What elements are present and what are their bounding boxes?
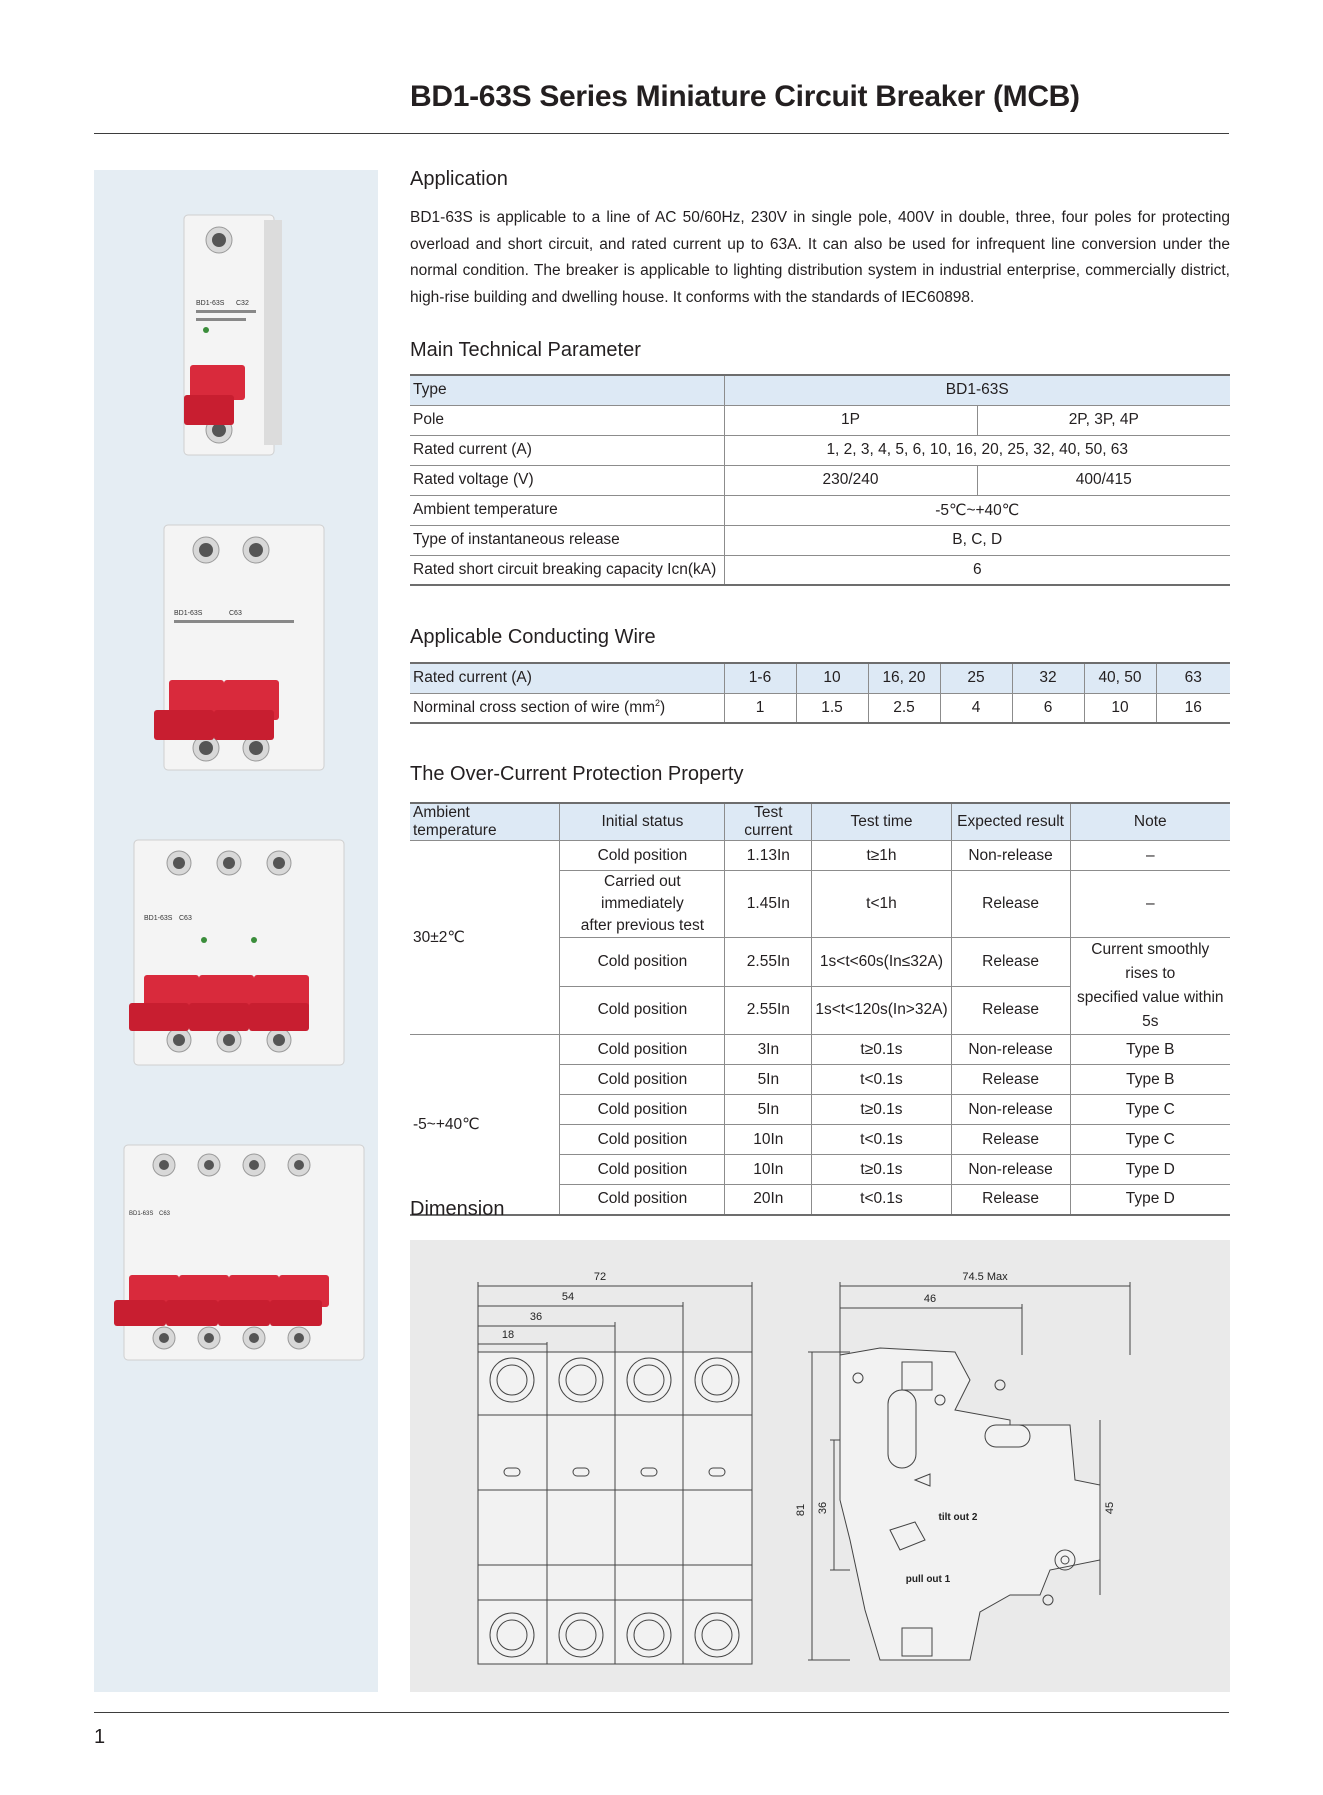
status-line-1: Carried out immediately xyxy=(601,873,684,912)
mcb-3p-image xyxy=(104,835,364,1075)
merged-note-line-1: Current smoothly rises to xyxy=(1091,941,1210,982)
status-cell xyxy=(560,871,725,938)
breaking-label: Rated short circuit breaking capacity Icn(kA) xyxy=(410,555,724,585)
result-cell: Non-release xyxy=(951,1155,1070,1185)
page-title: BD1-63S Series Miniature Circuit Breaker (MCB) xyxy=(410,80,1080,113)
table-row xyxy=(410,525,1230,555)
pole-multi: 2P, 3P, 4P xyxy=(977,405,1230,435)
table-row xyxy=(410,663,1230,693)
wire-current-cell: 25 xyxy=(940,663,1012,693)
temp-group-2: -5~+40℃ xyxy=(410,1035,560,1215)
note-cell: – xyxy=(1070,871,1230,938)
current-cell: 2.55In xyxy=(725,938,812,987)
time-cell: t<0.1s xyxy=(812,1185,951,1215)
current-cell: 3In xyxy=(725,1035,812,1065)
current-value: 1, 2, 3, 4, 5, 6, 10, 16, 20, 25, 32, 40, 50, 63 xyxy=(724,435,1230,465)
merged-note-cell xyxy=(1070,938,1230,1035)
current-cell: 5In xyxy=(725,1095,812,1125)
merged-note-line-2: specified value within 5s xyxy=(1077,989,1224,1030)
technical-title: Main Technical Parameter xyxy=(410,339,641,361)
wire-section-sup: 2 xyxy=(655,698,661,709)
note-cell: Type B xyxy=(1070,1065,1230,1095)
status-cell: Cold position xyxy=(560,1185,725,1215)
product-2-model: BD1-63S xyxy=(174,610,203,617)
mcb-4p-image xyxy=(94,1140,378,1370)
product-2-rating: C63 xyxy=(229,610,242,617)
current-cell: 5In xyxy=(725,1065,812,1095)
note-cell: Type D xyxy=(1070,1155,1230,1185)
dim-72: 72 xyxy=(593,1271,607,1283)
dim-54: 54 xyxy=(561,1291,575,1303)
wire-current-cell: 1-6 xyxy=(724,663,796,693)
header-note: Note xyxy=(1070,803,1230,841)
header-current: Test current xyxy=(725,803,812,841)
status-line-2: after previous test xyxy=(580,917,704,934)
pole-label: Pole xyxy=(410,405,724,435)
dim-max: 74.5 Max xyxy=(962,1271,1008,1283)
ambient-label: Ambient temperature xyxy=(410,495,724,525)
status-cell: Cold position xyxy=(560,938,725,987)
current-cell: 1.45In xyxy=(725,871,812,938)
time-cell: 1s<t<120s(In>32A) xyxy=(812,986,951,1035)
current-cell: 20In xyxy=(725,1185,812,1215)
wire-current-cell: 40, 50 xyxy=(1084,663,1156,693)
product-image-panel xyxy=(94,170,378,1692)
temp-group-1: 30±2℃ xyxy=(410,841,560,1035)
header-result: Expected result xyxy=(951,803,1070,841)
wire-table xyxy=(410,662,1230,724)
wire-current-label: Rated current (A) xyxy=(410,663,724,693)
pole-1p: 1P xyxy=(724,405,977,435)
wire-current-cell: 10 xyxy=(796,663,868,693)
result-cell: Non-release xyxy=(951,841,1070,871)
technical-table xyxy=(410,374,1230,586)
dimension-drawing xyxy=(410,1240,1230,1692)
dim-36: 36 xyxy=(529,1311,543,1323)
type-value: BD1-63S xyxy=(724,375,1230,405)
note-cell: Type C xyxy=(1070,1125,1230,1155)
table-row xyxy=(410,405,1230,435)
status-cell: Cold position xyxy=(560,841,725,871)
application-text: BD1-63S is applicable to a line of AC 50/60Hz, 230V in single pole, 400V in double, three, four poles for protecting overload and short circuit, and rated current up to 63A. It can also be used for infrequent line conversion under the normal condition. The breaker is applicable to lighting distribution system in industrial enterprise, commercially district, high-rise building and dwelling house. It conforms with the standards of IEC60898. xyxy=(410,209,1230,306)
status-cell: Cold position xyxy=(560,986,725,1035)
status-cell: Cold position xyxy=(560,1095,725,1125)
current-label: Rated current (A) xyxy=(410,435,724,465)
wire-section-label-tail: ) xyxy=(660,699,666,717)
table-row xyxy=(410,435,1230,465)
dimension-svg xyxy=(410,1240,1230,1692)
time-cell: t≥0.1s xyxy=(812,1155,951,1185)
voltage-2: 400/415 xyxy=(977,465,1230,495)
protection-table xyxy=(410,802,1230,1216)
time-cell: 1s<t<60s(In≤32A) xyxy=(812,938,951,987)
mcb-1p-image xyxy=(154,210,314,460)
note-cell: – xyxy=(1070,841,1230,871)
dim-36-side: 36 xyxy=(817,1501,829,1515)
wire-title: Applicable Conducting Wire xyxy=(410,626,656,648)
wire-section-cell: 2.5 xyxy=(868,693,940,723)
current-cell: 2.55In xyxy=(725,986,812,1035)
header-rule xyxy=(94,133,1229,134)
note-cell: Type C xyxy=(1070,1095,1230,1125)
result-cell: Release xyxy=(951,1065,1070,1095)
result-cell: Release xyxy=(951,1125,1070,1155)
release-label: Type of instantaneous release xyxy=(410,525,724,555)
table-row xyxy=(410,465,1230,495)
page-number: 1 xyxy=(94,1726,106,1748)
header-time: Test time xyxy=(812,803,951,841)
tilt-label: tilt out 2 xyxy=(938,1512,978,1523)
header-status: Initial status xyxy=(560,803,725,841)
note-cell: Type B xyxy=(1070,1035,1230,1065)
release-value: B, C, D xyxy=(724,525,1230,555)
product-1-model: BD1-63S xyxy=(196,300,225,307)
time-cell: t<0.1s xyxy=(812,1125,951,1155)
table-row xyxy=(410,555,1230,585)
time-cell: t≥0.1s xyxy=(812,1035,951,1065)
wire-section-cell: 16 xyxy=(1156,693,1230,723)
wire-section-cell: 10 xyxy=(1084,693,1156,723)
status-cell: Cold position xyxy=(560,1155,725,1185)
table-row xyxy=(410,495,1230,525)
application-title: Application xyxy=(410,168,508,190)
result-cell: Release xyxy=(951,871,1070,938)
voltage-label: Rated voltage (V) xyxy=(410,465,724,495)
result-cell: Release xyxy=(951,986,1070,1035)
current-cell: 10In xyxy=(725,1125,812,1155)
wire-section-cell: 1 xyxy=(724,693,796,723)
status-cell: Cold position xyxy=(560,1065,725,1095)
status-cell: Cold position xyxy=(560,1035,725,1065)
result-cell: Non-release xyxy=(951,1035,1070,1065)
result-cell: Release xyxy=(951,938,1070,987)
dim-81: 81 xyxy=(795,1503,807,1517)
wire-section-cell: 6 xyxy=(1012,693,1084,723)
wire-current-cell: 63 xyxy=(1156,663,1230,693)
pull-label: pull out 1 xyxy=(905,1574,951,1585)
product-4-rating: C63 xyxy=(159,1211,171,1217)
table-row xyxy=(410,803,1230,841)
current-cell: 1.13In xyxy=(725,841,812,871)
product-3-rating: C63 xyxy=(179,915,192,922)
current-cell: 10In xyxy=(725,1155,812,1185)
table-row xyxy=(410,375,1230,405)
dimension-title: Dimension xyxy=(410,1198,505,1220)
voltage-1: 230/240 xyxy=(724,465,977,495)
header-ambient: Ambient temperature xyxy=(410,803,560,841)
dim-46: 46 xyxy=(923,1293,937,1305)
table-row xyxy=(410,841,1230,871)
time-cell: t≥0.1s xyxy=(812,1095,951,1125)
table-row xyxy=(410,1035,1230,1065)
status-cell: Cold position xyxy=(560,1125,725,1155)
wire-section-cell: 1.5 xyxy=(796,693,868,723)
wire-current-cell: 32 xyxy=(1012,663,1084,693)
mcb-2p-image xyxy=(124,520,344,780)
result-cell: Release xyxy=(951,1185,1070,1215)
wire-section-label-text: Norminal cross section of wire (mm xyxy=(413,699,656,717)
product-1-rating: C32 xyxy=(236,300,249,307)
wire-section-cell: 4 xyxy=(940,693,1012,723)
table-row xyxy=(410,693,1230,723)
product-3-model: BD1-63S xyxy=(144,915,173,922)
time-cell: t≥1h xyxy=(812,841,951,871)
wire-current-cell: 16, 20 xyxy=(868,663,940,693)
protection-title: The Over-Current Protection Property xyxy=(410,763,744,785)
type-label: Type xyxy=(410,375,724,405)
ambient-value: -5℃~+40℃ xyxy=(724,495,1230,525)
footer-rule xyxy=(94,1712,1229,1713)
wire-section-label xyxy=(410,693,724,723)
dim-45: 45 xyxy=(1104,1501,1116,1515)
note-cell: Type D xyxy=(1070,1185,1230,1215)
time-cell: t<1h xyxy=(812,871,951,938)
breaking-value: 6 xyxy=(724,555,1230,585)
product-4-model: BD1-63S xyxy=(129,1211,154,1217)
result-cell: Non-release xyxy=(951,1095,1070,1125)
dim-18: 18 xyxy=(501,1329,515,1341)
time-cell: t<0.1s xyxy=(812,1065,951,1095)
